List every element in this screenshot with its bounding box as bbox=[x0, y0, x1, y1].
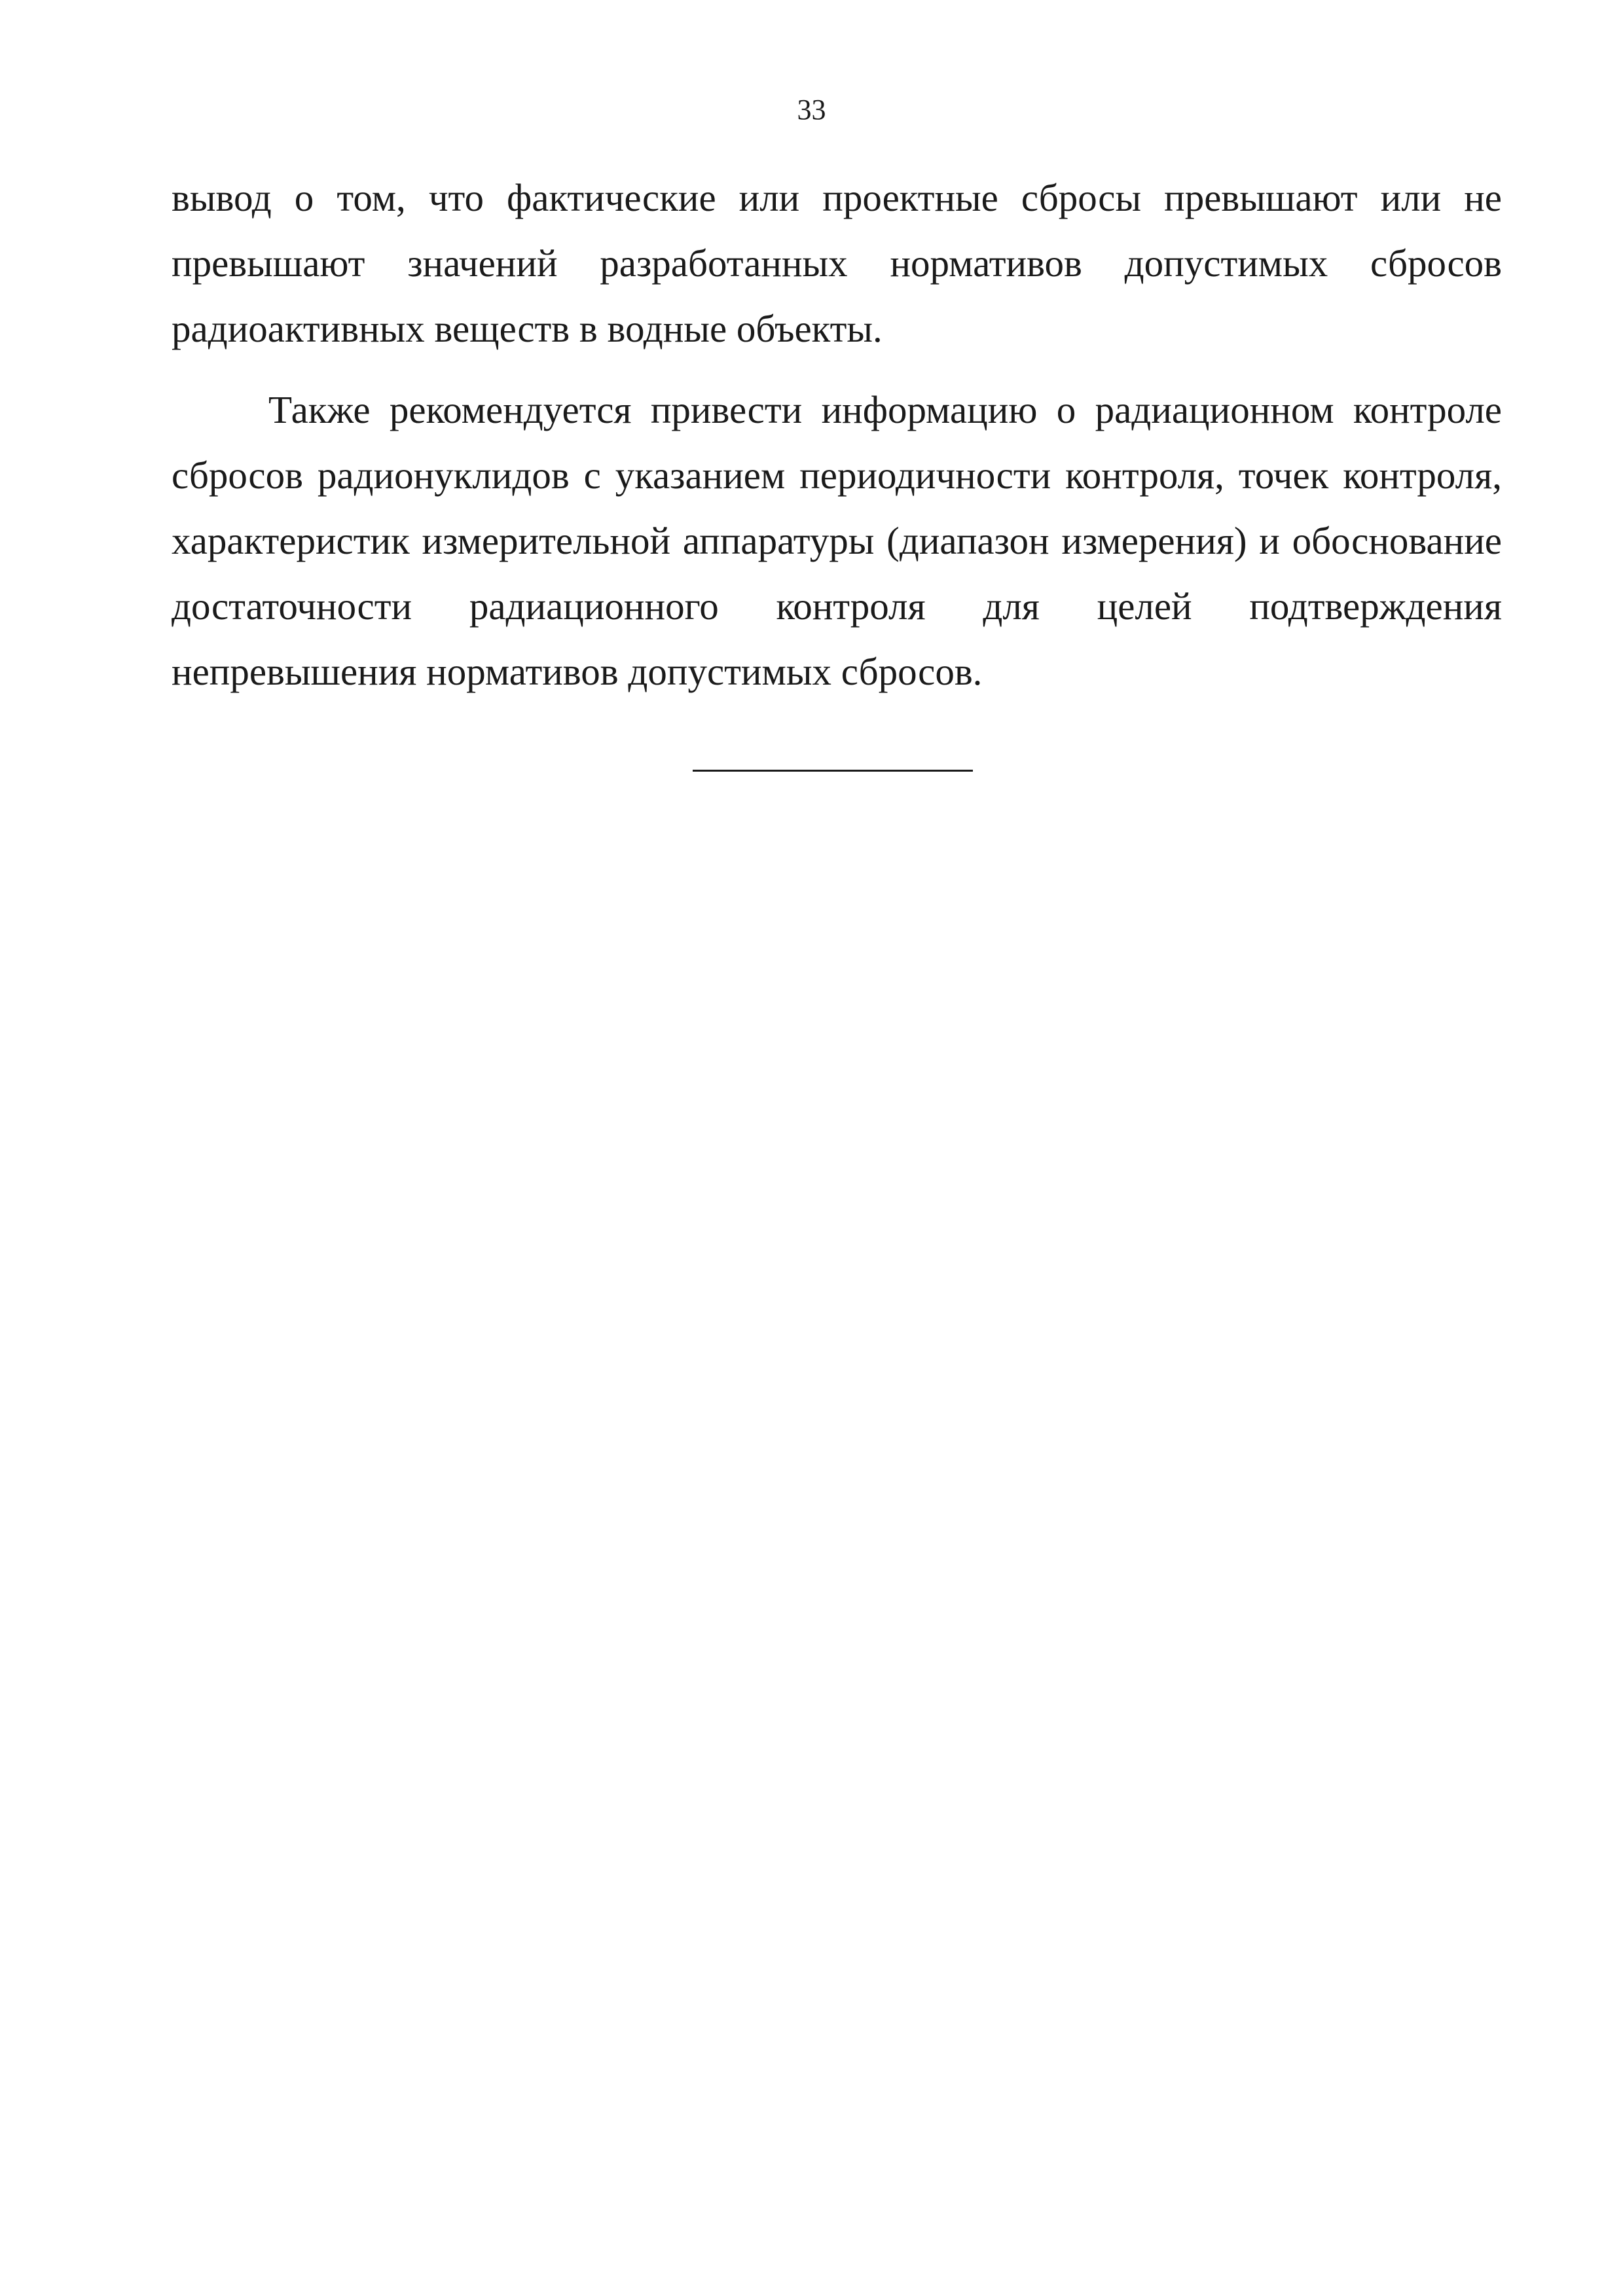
body-text bbox=[172, 165, 1502, 704]
page-number: 33 bbox=[797, 94, 826, 126]
paragraph-radiation-control: Также рекомендуется привести информацию о радиационном контроле сбросов радионуклидов с указанием периодичности контроля, точек контроля, характеристик измерительной аппаратуры (диапазон измерения) и обоснование достаточности радиационного контроля для целей подтверждения непревышения нормативов допустимых сбросов. bbox=[172, 388, 1502, 693]
end-of-section-rule bbox=[693, 770, 973, 772]
paragraph-continuation: вывод о том, что фактические или проектные сбросы превышают или не превышают значений разработанных нормативов допустимых сбросов радиоактивных веществ в водные объекты. bbox=[172, 176, 1502, 350]
